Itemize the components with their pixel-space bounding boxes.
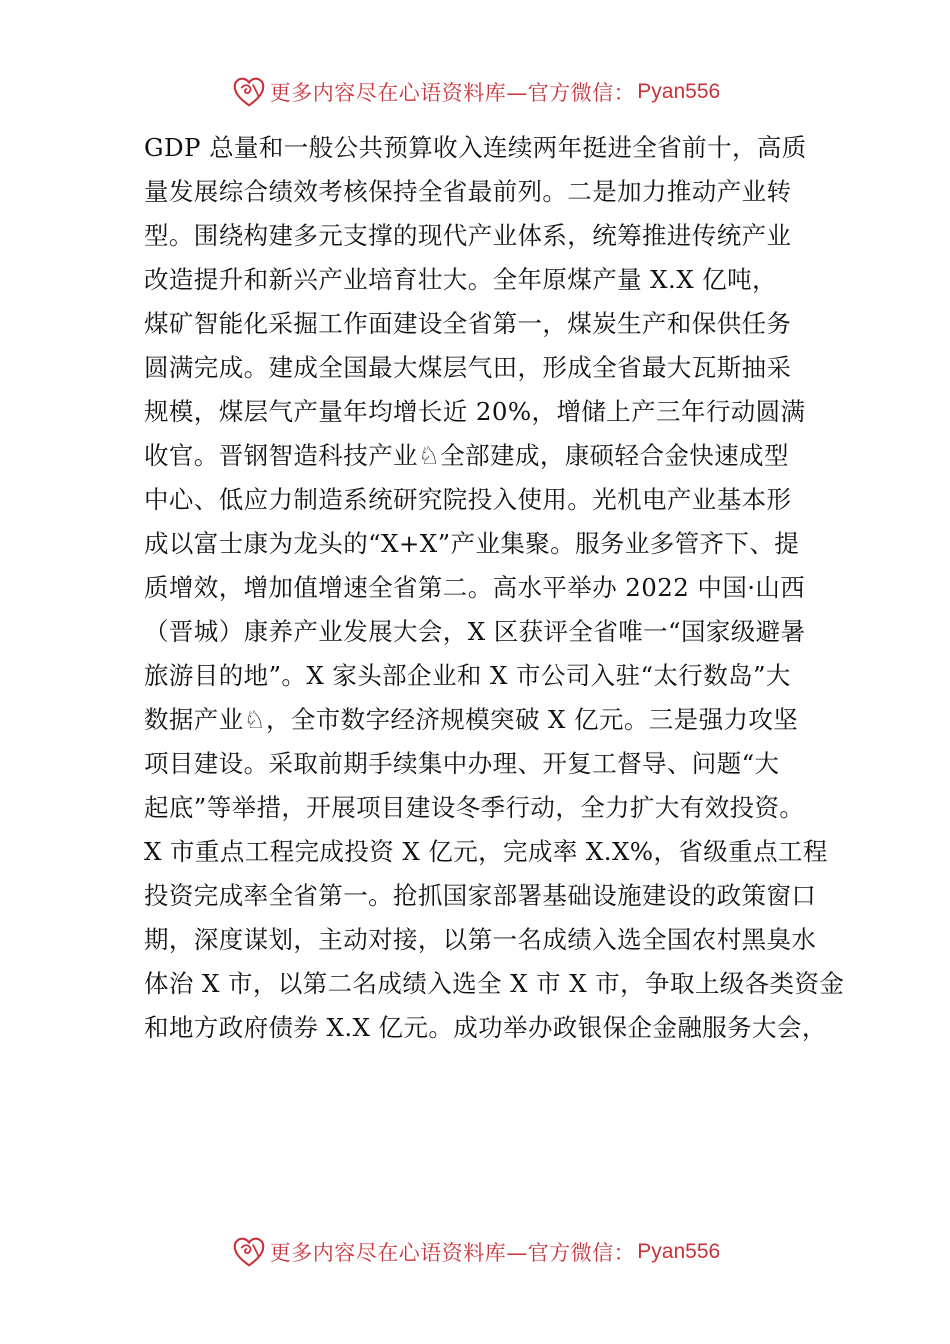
text-line: 期，深度谋划，主动对接，以第一名成绩入选全国农村黑臭水 (144, 925, 817, 954)
watermark-wechat-id: Pyan556 (637, 80, 721, 103)
header-watermark (0, 72, 950, 112)
text-line: 量发展综合绩效考核保持全省最前列。二是加力推动产业转 (144, 177, 792, 206)
text-line: 收官。晋钢智造科技产业♘全部建成，康硕轻合金快速成型 (144, 441, 789, 470)
watermark-text: 更多内容尽在心语资料库—官方微信： (269, 81, 636, 105)
footer-watermark (0, 1232, 950, 1272)
text-line: 起底”等举措，开展项目建设冬季行动，全力扩大有效投资。 (144, 793, 805, 822)
text-line: 圆满完成。建成全国最大煤层气田，形成全省最大瓦斯抽采 (144, 353, 792, 382)
watermark-text: 更多内容尽在心语资料库—官方微信： (269, 1241, 636, 1265)
text-line: 质增效，增加值增速全省第二。高水平举办 2022 中国·山西 (144, 573, 806, 602)
text-line: 体治 X 市，以第二名成绩入选全 X 市 X 市，争取上级各类资金 (144, 969, 845, 998)
watermark-wechat-id: Pyan556 (637, 1240, 721, 1263)
text-line: （晋城）康养产业发展大会，X 区获评全省唯一“国家级避暑 (144, 617, 806, 646)
text-line: 和地方政府债券 X.X 亿元。成功举办政银保企金融服务大会， (144, 1013, 827, 1042)
text-line: GDP 总量和一般公共预算收入连续两年挺进全省前十，高质 (144, 133, 807, 162)
text-line: 项目建设。采取前期手续集中办理、开复工督导、问题“大 (144, 749, 780, 778)
text-line: 煤矿智能化采掘工作面建设全省第一，煤炭生产和保供任务 (144, 309, 792, 338)
text-line: 旅游目的地”。X 家头部企业和 X 市公司入驻“太行数岛”大 (144, 661, 791, 690)
text-line: 成以富士康为龙头的“X+X”产业集聚。服务业多管齐下、提 (144, 529, 800, 558)
text-line: 投资完成率全省第一。抢抓国家部署基础设施建设的政策窗口 (144, 881, 817, 910)
text-line: 中心、低应力制造系统研究院投入使用。光机电产业基本形 (144, 485, 792, 514)
text-line: X 市重点工程完成投资 X 亿元，完成率 X.X%，省级重点工程 (144, 837, 828, 866)
text-line: 型。围绕构建多元支撑的现代产业体系，统筹推进传统产业 (144, 221, 792, 250)
heart-swirl-icon (230, 73, 268, 111)
text-line: 规模，煤层气产量年均增长近 20%，增储上产三年行动圆满 (144, 397, 806, 426)
text-line: 数据产业♘，全市数字经济规模突破 X 亿元。三是强力攻坚 (144, 705, 799, 734)
heart-swirl-icon (230, 1233, 268, 1271)
document-body (144, 126, 844, 1050)
text-line: 改造提升和新兴产业培育壮大。全年原煤产量 X.X 亿吨， (144, 265, 777, 294)
